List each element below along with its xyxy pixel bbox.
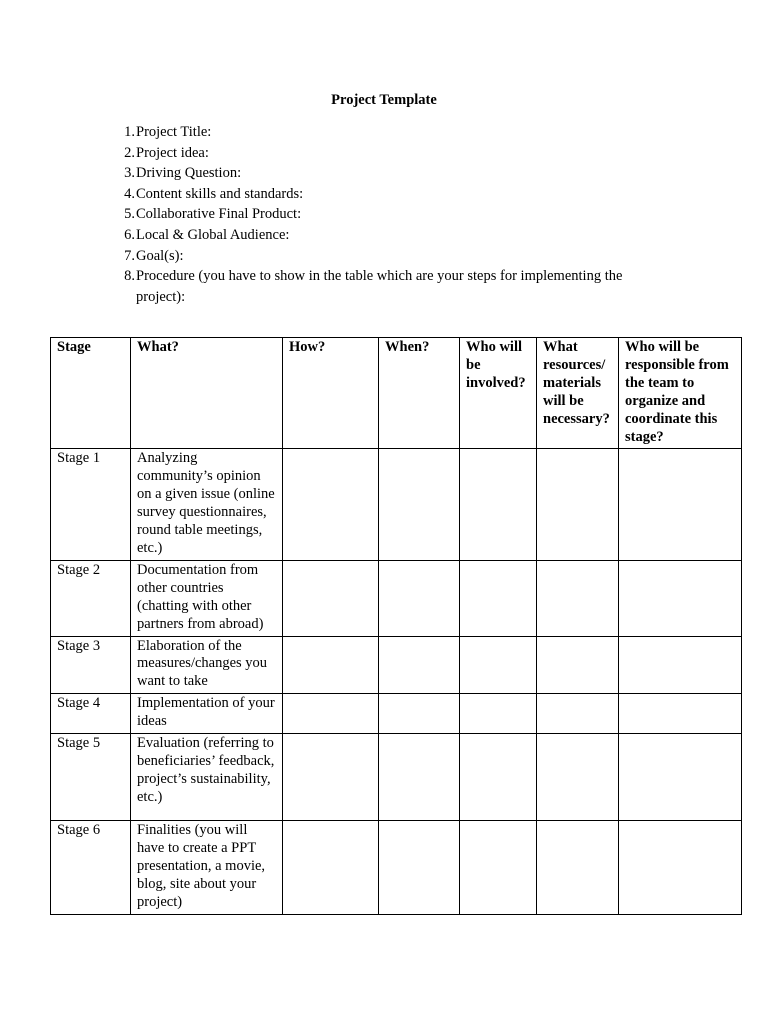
table-row (51, 694, 742, 734)
how-cell (283, 821, 379, 915)
responsible-cell (619, 449, 742, 560)
responsible-cell (619, 821, 742, 915)
table-row (51, 636, 742, 694)
column-header-stage: Stage (51, 338, 131, 449)
project-items-list (104, 122, 664, 307)
stage-cell: Stage 6 (51, 821, 131, 915)
column-header-who-involved: Who will be involved? (460, 338, 537, 449)
what-cell: Analyzing community’s opinion on a given issue (online survey questionnaires, round table meetings, etc.) (131, 449, 283, 560)
when-cell (379, 636, 460, 694)
resources-cell (537, 449, 619, 560)
table-header-row (51, 338, 742, 449)
how-cell (283, 449, 379, 560)
column-header-how: How? (283, 338, 379, 449)
who-involved-cell (460, 449, 537, 560)
how-cell (283, 694, 379, 734)
stage-cell: Stage 1 (51, 449, 131, 560)
item-number: 8. (124, 268, 135, 285)
stage-cell: Stage 5 (51, 734, 131, 821)
item-number: 6. (124, 226, 135, 243)
list-item (104, 143, 664, 164)
list-item (104, 163, 664, 184)
who-involved-cell (460, 560, 537, 636)
stage-cell: Stage 2 (51, 560, 131, 636)
responsible-cell (619, 694, 742, 734)
item-number: 2. (124, 144, 135, 161)
responsible-cell (619, 734, 742, 821)
responsible-cell (619, 636, 742, 694)
what-cell: Documentation from other countries (chatting with other partners from abroad) (131, 560, 283, 636)
column-header-when: When? (379, 338, 460, 449)
document-title: Project Template (331, 92, 437, 108)
how-cell (283, 636, 379, 694)
resources-cell (537, 734, 619, 821)
item-text: Project idea: (136, 144, 209, 161)
table-row (51, 734, 742, 821)
who-involved-cell (460, 734, 537, 821)
resources-cell (537, 636, 619, 694)
table-row (51, 821, 742, 915)
column-header-what: What? (131, 338, 283, 449)
item-number: 1. (124, 124, 135, 140)
what-cell: Elaboration of the measures/changes you want to take (131, 636, 283, 694)
stage-cell: Stage 3 (51, 636, 131, 694)
when-cell (379, 821, 460, 915)
column-header-resources: What resources/ materials will be necessary? (537, 338, 619, 449)
item-text: Collaborative Final Product: (136, 206, 302, 223)
item-text: Project Title: (136, 124, 212, 140)
resources-cell (537, 560, 619, 636)
item-text: Driving Question: (136, 165, 242, 182)
how-cell (283, 734, 379, 821)
item-number: 7. (124, 247, 135, 264)
list-item (104, 204, 664, 225)
list-item (104, 266, 664, 307)
what-cell: Implementation of your ideas (131, 694, 283, 734)
who-involved-cell (460, 694, 537, 734)
item-text: Content skills and standards: (136, 185, 304, 202)
item-number: 4. (124, 185, 135, 202)
table-row (51, 560, 742, 636)
list-item (104, 225, 664, 246)
item-text: Procedure (you have to show in the table which are your steps for implementing the project): (136, 268, 623, 305)
column-header-responsible: Who will be responsible from the team to organize and coordinate this stage? (619, 338, 742, 449)
how-cell (283, 560, 379, 636)
list-item (104, 246, 664, 267)
who-involved-cell (460, 821, 537, 915)
resources-cell (537, 694, 619, 734)
when-cell (379, 449, 460, 560)
responsible-cell (619, 560, 742, 636)
table-row (51, 449, 742, 560)
what-cell: Evaluation (referring to beneficiaries’ feedback, project’s sustainability, etc.) (131, 734, 283, 821)
stage-cell: Stage 4 (51, 694, 131, 734)
procedure-table (50, 337, 742, 915)
item-number: 3. (124, 165, 135, 182)
when-cell (379, 734, 460, 821)
item-number: 5. (124, 206, 135, 223)
when-cell (379, 560, 460, 636)
what-cell: Finalities (you will have to create a PPT presentation, a movie, blog, site about your project) (131, 821, 283, 915)
list-item (104, 184, 664, 205)
who-involved-cell (460, 636, 537, 694)
item-text: Goal(s): (136, 247, 184, 264)
resources-cell (537, 821, 619, 915)
when-cell (379, 694, 460, 734)
list-item (104, 122, 664, 143)
item-text: Local & Global Audience: (136, 226, 290, 243)
